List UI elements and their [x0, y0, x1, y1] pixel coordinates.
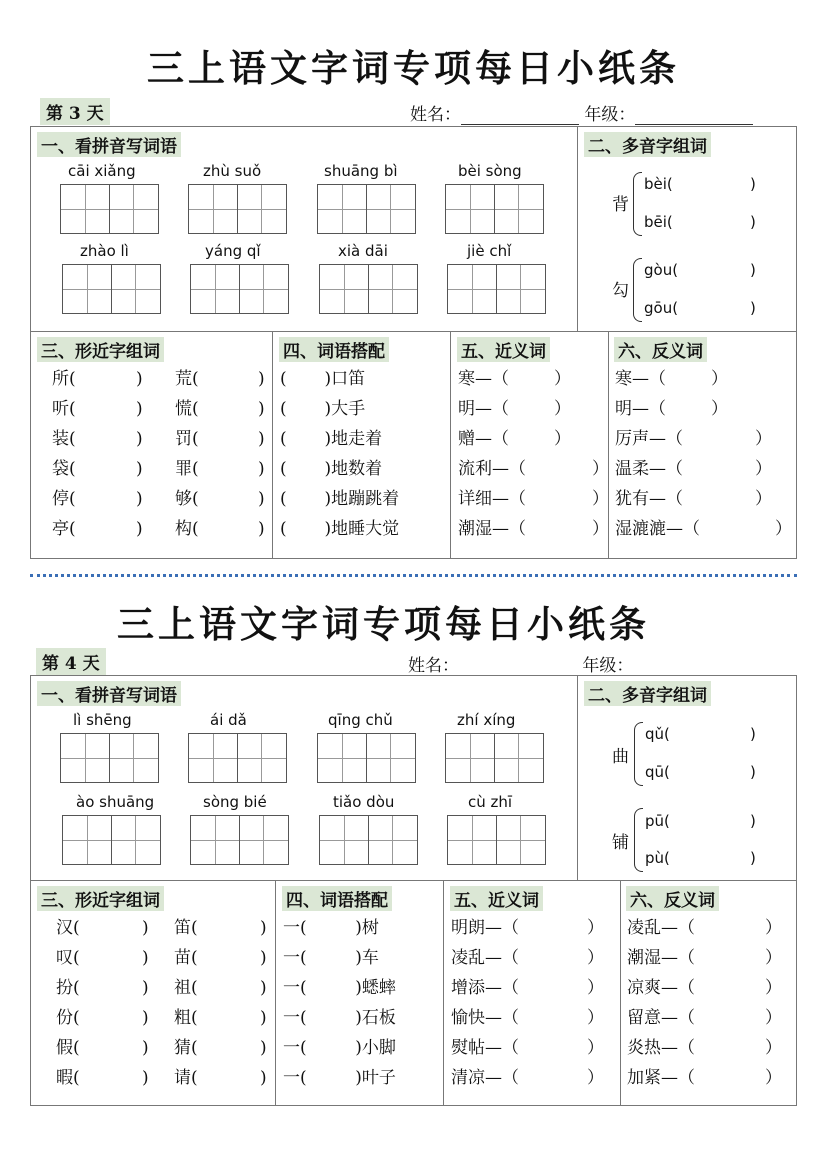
pinyin-label: jiè chǐ [467, 242, 512, 260]
grade-label: 年级： [582, 656, 634, 676]
polyphone-char: 曲 [612, 747, 629, 767]
writing-grid[interactable] [317, 733, 414, 783]
name-label: 姓名： [408, 656, 459, 676]
writing-grid[interactable] [190, 264, 287, 314]
writing-grid[interactable] [188, 184, 285, 234]
sheet2-sec2-heading: 二、多音字组词 [584, 681, 711, 706]
brace-icon [633, 258, 642, 322]
pinyin-label: cāi xiǎng [68, 162, 136, 180]
brace-icon [634, 722, 643, 786]
sheet1-name-field[interactable] [410, 100, 753, 125]
polyphone-char: 背 [612, 195, 629, 215]
writing-grid[interactable] [319, 264, 416, 314]
sheet1-sec2-heading: 二、多音字组词 [584, 132, 711, 157]
sheet2-synonym-list: 明朗—（ ） 凌乱—（ ） 增添—（ ） 愉快—（ ） 熨帖—（ ） 清凉—（ ） [451, 918, 604, 1088]
pinyin-label: ái dǎ [210, 711, 247, 729]
sheet1-sec4-heading: 四、词语搭配 [279, 337, 389, 362]
pinyin-label: yáng qǐ [205, 242, 261, 260]
writing-grid[interactable] [317, 184, 414, 234]
dotted-separator [30, 574, 797, 577]
sheet1-similar-list: 所( ) 荒( ) 听( ) 慌( ) 装( ) 罚( ) 袋( ) 罪( ) 停( ) 够( ) 亭( ) 构( ) [52, 369, 265, 539]
sheet2-collocation-list: 一( )树 一( )车 一( )蟋蟀 一( )石板 一( )小脚 一( )叶子 [283, 918, 396, 1088]
writing-grid[interactable] [445, 733, 542, 783]
sheet1-synonym-list: 寒—（ ） 明—（ ） 赠—（ ） 流利—（ ） 详细—（ ） 潮湿—（ ） [458, 369, 609, 539]
sheet2-day: 第 4 天 [36, 648, 106, 675]
sheet2-name-field[interactable] [408, 651, 751, 676]
polyphone-reading: bēi( [644, 213, 673, 231]
polyphone-reading: pū( [645, 812, 670, 830]
pinyin-label: ào shuāng [76, 793, 155, 811]
sheet1-sec6-heading: 六、反义词 [614, 337, 707, 362]
sheet1-collocation-list: ( )口笛 ( )大手 ( )地走着 ( )地数着 ( )地蹦跳着 ( )地睡大觉 [280, 369, 400, 539]
sheet1-sec5-heading: 五、近义词 [457, 337, 550, 362]
pinyin-label: bèi sòng [458, 162, 522, 180]
sheet2-sec1-heading: 一、看拼音写词语 [37, 681, 181, 706]
paren: ) [750, 812, 756, 830]
paren: ) [750, 763, 756, 781]
writing-grid[interactable] [447, 815, 544, 865]
polyphone-reading: bèi( [644, 175, 673, 193]
sheet2-sec6-heading: 六、反义词 [626, 886, 719, 911]
writing-grid[interactable] [60, 733, 157, 783]
pinyin-label: sòng bié [203, 793, 267, 811]
writing-grid[interactable] [445, 184, 542, 234]
polyphone-reading: qū( [645, 763, 670, 781]
pinyin-label: zhù suǒ [203, 162, 262, 180]
sheet2-sec3-heading: 三、形近字组词 [37, 886, 164, 911]
polyphone-char: 铺 [612, 833, 629, 853]
pinyin-label: lì shēng [73, 711, 132, 729]
pinyin-label: tiǎo dòu [333, 793, 395, 811]
sheet2-antonym-list: 凌乱—（ ） 潮湿—（ ） 凉爽—（ ） 留意—（ ） 炎热—（ ） 加紧—（ ） [627, 918, 782, 1088]
polyphone-reading: gòu( [644, 261, 679, 279]
paren: ) [750, 213, 756, 231]
pinyin-label: zhí xíng [457, 711, 516, 729]
writing-grid[interactable] [188, 733, 285, 783]
sheet2-sec5-heading: 五、近义词 [450, 886, 543, 911]
writing-grid[interactable] [319, 815, 416, 865]
polyphone-reading: gōu( [644, 299, 679, 317]
polyphone-char: 勾 [612, 281, 629, 301]
brace-icon [633, 172, 642, 236]
paren: ) [750, 261, 756, 279]
pinyin-label: xià dāi [338, 242, 388, 260]
pinyin-label: shuāng bì [324, 162, 398, 180]
writing-grid[interactable] [447, 264, 544, 314]
sheet1-antonym-list: 寒—（ ） 明—（ ） 厉声—（ ） 温柔—（ ） 犹有—（ ） 湿漉漉—（ ） [615, 369, 792, 539]
pinyin-label: cù zhī [468, 793, 513, 811]
sheet2-sec4-heading: 四、词语搭配 [282, 886, 392, 911]
writing-grid[interactable] [60, 184, 157, 234]
sheet1-sec1-heading: 一、看拼音写词语 [37, 132, 181, 157]
sheet1-day: 第 3 天 [40, 98, 110, 125]
sheet1-sec3-heading: 三、形近字组词 [37, 337, 164, 362]
sheet2-similar-list: 汉( ) 笛( ) 叹( ) 苗( ) 扮( ) 祖( ) 份( ) 粗( ) 假( ) 猜( ) 暇( ) 请( ) [56, 918, 267, 1088]
pinyin-label: qīng chǔ [328, 711, 393, 729]
paren: ) [750, 725, 756, 743]
polyphone-reading: qǔ( [645, 725, 670, 743]
grade-label: 年级： [584, 105, 636, 125]
name-label: 姓名： [410, 105, 461, 125]
brace-icon [634, 808, 643, 872]
writing-grid[interactable] [62, 815, 159, 865]
writing-grid[interactable] [62, 264, 159, 314]
polyphone-reading: pù( [645, 849, 670, 867]
sheet1-title: 三上语文字词专项每日小纸条 [147, 46, 680, 90]
paren: ) [750, 299, 756, 317]
paren: ) [750, 849, 756, 867]
paren: ) [750, 175, 756, 193]
pinyin-label: zhào lì [80, 242, 129, 260]
sheet2-title: 三上语文字词专项每日小纸条 [117, 602, 650, 646]
writing-grid[interactable] [190, 815, 287, 865]
